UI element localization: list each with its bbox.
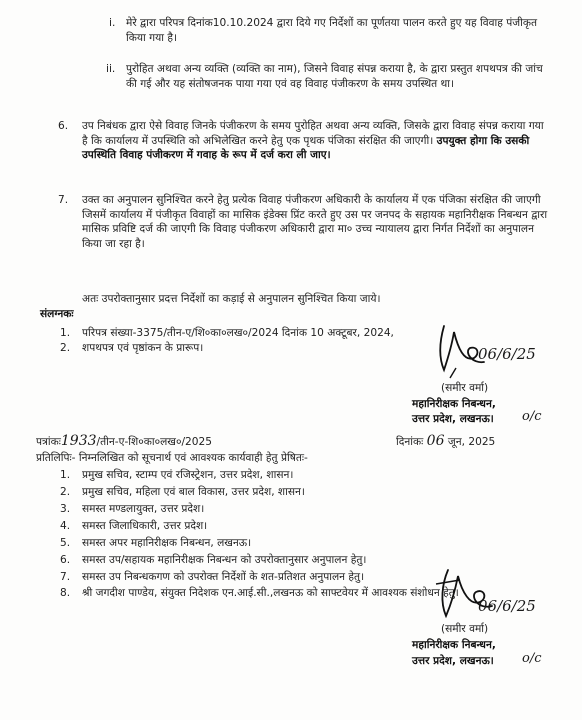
para-6-body: उप निबंधक द्वारा ऐसे विवाह जिनके पंजीकरण के समय पुरोहित अथवा अन्य व्यक्ति, जिसके द्वारा विवाह संपन्न कराया गया है कि कार्यालय में उपस्थिति को अभिलेखित करने हेतु एक पृथक पंजिका संरक्षित की जाएगी। bbox=[82, 120, 544, 147]
signature-1-date: 06/6/25 bbox=[478, 345, 536, 363]
enclosure-2-marker: 2. bbox=[60, 342, 71, 354]
copy-1-text: प्रमुख सचिव, स्टाम्प एवं रजिस्ट्रेशन, उत्तर प्रदेश, शासन। bbox=[82, 469, 294, 481]
letter-reference bbox=[36, 434, 212, 450]
copy-7-text: समस्त उप निबन्धकगण को उपरोक्त निर्देशों के शत-प्रतिशत अनुपालन हेतु। bbox=[82, 571, 365, 583]
copy-4-marker: 4. bbox=[60, 520, 71, 532]
copy-5-marker: 5. bbox=[60, 537, 71, 549]
signature-2-name: (समीर वर्मा) bbox=[441, 623, 489, 635]
letter-date-rest: जून, 2025 bbox=[447, 436, 496, 448]
para-6-marker: 6. bbox=[58, 120, 69, 132]
copy-4-text: समस्त जिलाधिकारी, उत्तर प्रदेश। bbox=[82, 520, 208, 532]
copy-5-text: समस्त अपर महानिरीक्षक निबन्धन, लखनऊ। bbox=[82, 537, 252, 549]
letter-ref-prefix: पत्रांकः bbox=[36, 436, 61, 448]
signature-1-name: (समीर वर्मा) bbox=[441, 382, 489, 394]
enclosure-2-text: शपथपत्र एवं पृष्ठांकन के प्रारूप। bbox=[82, 342, 204, 354]
signature-1-initials: o/c bbox=[522, 409, 542, 424]
copy-8-marker: 8. bbox=[60, 587, 71, 599]
copy-to-heading: प्रतिलिपिः- निम्नलिखित को सूचनार्थ एवं आवश्यक कार्यवाही हेतु प्रेषितः- bbox=[36, 452, 308, 464]
item-ii-marker: ii. bbox=[106, 63, 116, 75]
item-i-marker: i. bbox=[109, 17, 116, 29]
copy-3-marker: 3. bbox=[60, 503, 71, 515]
enclosure-label: संलग्नकः bbox=[40, 308, 74, 320]
signature-1-designation: महानिरीक्षक निबन्धन, bbox=[412, 398, 496, 410]
copy-8-text: श्री जगदीश पाण्डेय, संयुक्त निदेशक एन.आई.सी.,लखनऊ को साफ्टवेयर में आवश्यक संशोधन हेतु। bbox=[82, 587, 459, 599]
para-6-bold-text: उपयुक्त होगा कि उसकी उपस्थिति विवाह पंजीकरण में गवाह के रूप में दर्ज करा ली जाए। bbox=[82, 134, 530, 161]
signature-2-place: उत्तर प्रदेश, लखनऊ। bbox=[412, 655, 494, 667]
letter-date bbox=[396, 434, 495, 450]
signature-2-initials: o/c bbox=[522, 651, 542, 666]
signature-2-designation: महानिरीक्षक निबन्धन, bbox=[412, 639, 496, 651]
para-7-marker: 7. bbox=[58, 194, 69, 206]
copy-2-text: प्रमुख सचिव, महिला एवं बाल विकास, उत्तर प्रदेश, शासन। bbox=[82, 486, 305, 498]
letter-date-day: 06 bbox=[426, 433, 445, 449]
para-7-text: उक्त का अनुपालन सुनिश्चित करने हेतु प्रत्येक विवाह पंजीकरण अधिकारी के कार्यालय में एक पंजिका संरक्षित की जाएगी जिसमें कार्यालय में पंजीकृत विवाहों का मासिक इंडेक्स प्रिंट करते हुए उस पर जनपद के सहायक महानिरीक्षक निबन्धन द्वारा मासिक प्रविष्टि दर्ज की जाएगी कि विवाह पंजीकरण अधिकारी द्वारा मा० उच्च न्यायालय द्वारा निर्गत निर्देशों का अनुपालन किया जा रहा है। bbox=[82, 194, 548, 250]
letter-date-label: दिनांकः bbox=[396, 436, 424, 448]
signature-1-place: उत्तर प्रदेश, लखनऊ। bbox=[412, 413, 494, 425]
enclosure-1-marker: 1. bbox=[60, 327, 71, 339]
item-ii-text: पुरोहित अथवा अन्य व्यक्ति (व्यक्ति का नाम), जिसने विवाह संपन्न कराया है, के द्वारा प्रस्तुत शपथपत्र की जांच की गई और यह संतोषजनक पाया गया एवं वह विवाह पंजीकरण के समय उपस्थित था। bbox=[126, 63, 543, 90]
copy-6-text: समस्त उप/सहायक महानिरीक्षक निबन्धन को उपरोक्तानुसार अनुपालन हेतु। bbox=[82, 554, 367, 566]
copy-2-marker: 2. bbox=[60, 486, 71, 498]
letter-ref-number: 1933 bbox=[60, 433, 97, 449]
copy-7-marker: 7. bbox=[60, 571, 71, 583]
letter-ref-suffix: /तीन-ए-शि०का०लख०/2025 bbox=[96, 436, 212, 448]
closing-instruction: अतः उपरोक्तानुसार प्रदत्त निर्देशों का कड़ाई से अनुपालन सुनिश्चित किया जाये। bbox=[82, 293, 381, 305]
copy-6-marker: 6. bbox=[60, 554, 71, 566]
item-i-text: मेरे द्वारा परिपत्र दिनांक10.10.2024 द्वारा दिये गए निर्देशों का पूर्णतया पालन करते हुए यह विवाह पंजीकृत किया गया है। bbox=[126, 17, 538, 44]
enclosure-1-text: परिपत्र संख्या-3375/तीन-ए/शि०का०लख०/2024 दिनांक 10 अक्टूबर, 2024, bbox=[82, 327, 394, 339]
signature-2-date: 06/6/25 bbox=[478, 597, 536, 615]
copy-1-marker: 1. bbox=[60, 469, 71, 481]
copy-3-text: समस्त मण्डलायुक्त, उत्तर प्रदेश। bbox=[82, 503, 205, 515]
signature-2-scribble bbox=[430, 560, 550, 630]
para-6-text bbox=[82, 119, 548, 163]
